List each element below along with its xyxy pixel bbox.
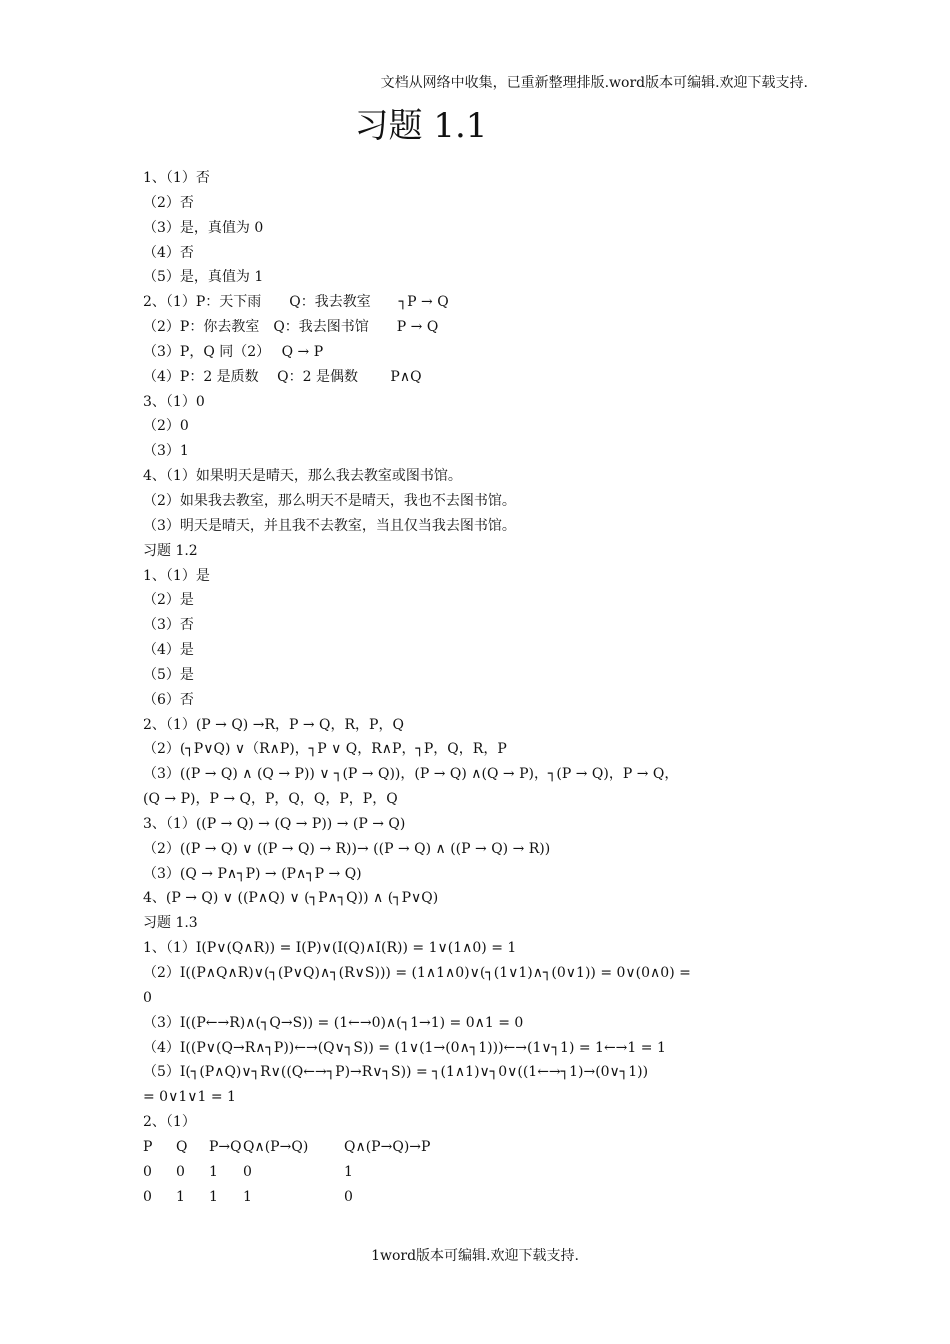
- text-line: = 0∨1∨1 = 1: [143, 1089, 236, 1106]
- truth-table-cell: 0: [344, 1188, 353, 1205]
- text-line: （4）P：2 是质数 Q：2 是偶数 P∧Q: [143, 368, 422, 385]
- text-line: （2）如果我去教室，那么明天不是晴天，我也不去图书馆。: [143, 492, 516, 509]
- truth-table-cell: Q: [176, 1138, 188, 1155]
- truth-table-cell: 0: [143, 1163, 152, 1180]
- page-title: 习题 1.1: [354, 106, 488, 146]
- truth-table-cell: Q∧(P→Q)→P: [344, 1138, 431, 1155]
- truth-table-cell: 1: [344, 1163, 353, 1180]
- truth-table-cell: P→Q: [209, 1138, 242, 1155]
- text-line: （2）((P → Q) ∨ ((P → Q) → R))→ ((P → Q) ∧ ((P → Q) → R)): [143, 840, 551, 857]
- text-line: 习题 1.3: [143, 915, 198, 932]
- truth-table-cell: 1: [209, 1163, 218, 1180]
- truth-table-cell: 0: [143, 1188, 152, 1205]
- text-line: 3、（1）((P → Q) → (Q → P)) → (P → Q): [143, 815, 406, 832]
- text-line: 习题 1.2: [143, 542, 198, 559]
- truth-table-cell: 1: [209, 1188, 218, 1205]
- text-line: （3）否: [143, 617, 194, 634]
- text-line: 0: [143, 989, 152, 1006]
- text-line: （6）否: [143, 691, 194, 708]
- truth-table-cell: P: [143, 1138, 153, 1155]
- text-line: （3）1: [143, 443, 189, 460]
- text-line: （2）否: [143, 194, 194, 211]
- text-line: （4）I((P∨(Q→R∧┐P))←→(Q∨┐S)) = (1∨(1→(0∧┐1)))←→(1∨┐1) = 1←→1 = 1: [143, 1039, 666, 1056]
- text-line: 4、（1）如果明天是晴天，那么我去教室或图书馆。: [143, 468, 462, 485]
- text-line: （2）I((P∧Q∧R)∨(┐(P∨Q)∧┐(R∨S))) = (1∧1∧0)∨(┐(1∨1)∧┐(0∨1)) = 0∨(0∧0) =: [143, 965, 691, 981]
- text-line: （2）是: [143, 592, 194, 609]
- page-header: 文档从网络中收集，已重新整理排版.word版本可编辑.欢迎下载支持.: [380, 75, 808, 91]
- text-line: （4）是: [143, 642, 194, 659]
- text-line: 3、（1）0: [143, 393, 205, 410]
- truth-table-cell: 1: [243, 1188, 252, 1205]
- truth-table-cell: 0: [176, 1163, 185, 1180]
- truth-table-header-row: [143, 1135, 430, 1160]
- truth-table-row: [143, 1160, 430, 1185]
- text-line: 1、（1）是: [143, 567, 210, 584]
- truth-table: [143, 1135, 430, 1210]
- truth-table-cell: 1: [176, 1188, 185, 1205]
- text-line: 1、（1）否: [143, 170, 210, 186]
- page-footer: 1word版本可编辑.欢迎下载支持.: [371, 1248, 579, 1264]
- text-line: （3）((P → Q) ∧ (Q → P)) ∨ ┐(P → Q))，(P → Q) ∧(Q → P)，┐(P → Q)，P → Q，: [143, 766, 679, 783]
- text-line: （3）P，Q 同（2） Q → P: [143, 343, 324, 360]
- text-line: （3）明天是晴天，并且我不去教室，当且仅当我去图书馆。: [143, 517, 516, 534]
- text-line: 1、（1）I(P∨(Q∧R)) = I(P)∨(I(Q)∧I(R)) = 1∨(1∧0) = 1: [143, 940, 517, 957]
- text-line: （5）I(┐(P∧Q)∨┐R∨((Q←→┐P)→R∨┐S)) = ┐(1∧1)∨┐0∨((1←→┐1)→(0∨┐1)): [143, 1064, 649, 1081]
- text-line: 4、(P → Q) ∨ ((P∧Q) ∨ (┐P∧┐Q)) ∧ (┐P∨Q): [143, 890, 439, 907]
- text-line: 2、（1）P：天下雨 Q：我去教室 ┐P → Q: [143, 294, 449, 311]
- truth-table-cell: Q∧(P→Q): [243, 1138, 309, 1155]
- text-line: （4）否: [143, 244, 194, 261]
- answer-lines: [143, 166, 811, 1135]
- text-line: （2）P：你去教室 Q：我去图书馆 P → Q: [143, 319, 439, 336]
- text-line: （2）(┐P∨Q) ∨（R∧P)，┐P ∨ Q，R∧P，┐P，Q，R，P: [143, 741, 507, 758]
- text-line: 2、（1）: [143, 1114, 196, 1131]
- text-line: （3）I((P←→R)∧(┐Q→S)) = (1←→0)∧(┐1→1) = 0∧1 = 0: [143, 1014, 524, 1031]
- truth-table-row: [143, 1185, 430, 1210]
- exercise-content: [143, 166, 811, 1209]
- text-line: (Q → P)，P → Q，P，Q，Q，P，P，Q: [143, 791, 398, 808]
- truth-table-cell: 0: [243, 1163, 252, 1180]
- text-line: （3）(Q → P∧┐P) → (P∧┐P → Q): [143, 865, 362, 882]
- text-line: （2）0: [143, 418, 189, 435]
- text-line: （5）是，真值为 1: [143, 269, 264, 286]
- text-line: 2、（1）(P → Q) →R，P → Q，R，P，Q: [143, 716, 404, 733]
- text-line: （3）是，真值为 0: [143, 219, 264, 236]
- text-line: （5）是: [143, 666, 194, 683]
